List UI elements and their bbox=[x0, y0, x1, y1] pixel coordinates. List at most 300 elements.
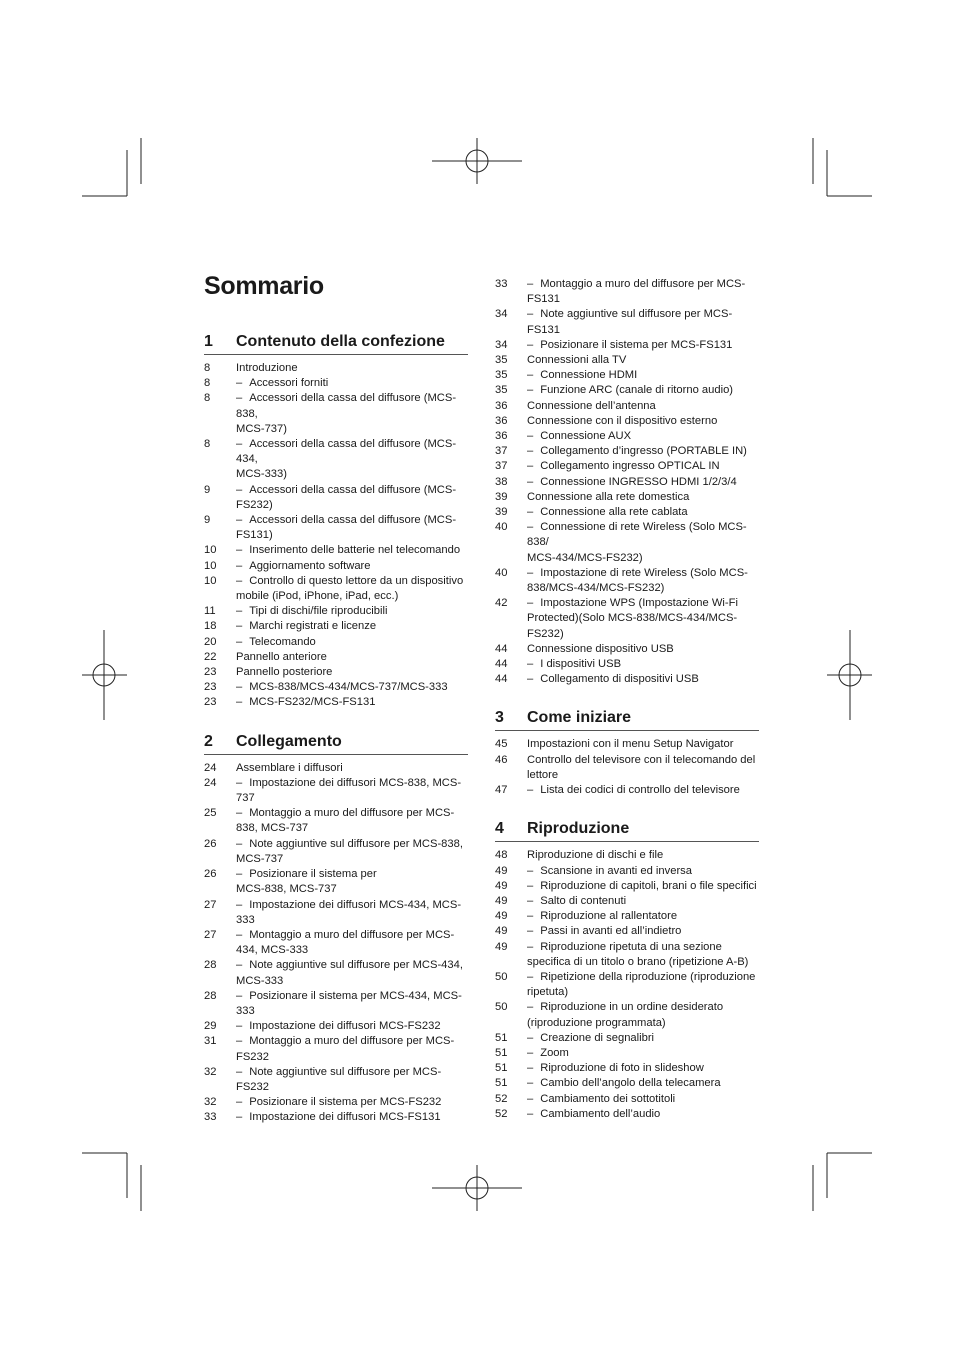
entry-line: ripetuta) bbox=[527, 986, 569, 999]
entry-line: Inserimento delle batterie nel telecomando bbox=[249, 544, 461, 557]
entry-line: Accessori della cassa del diffusore (MCS-838, bbox=[236, 392, 457, 420]
entry-line: MCS-333) bbox=[236, 468, 287, 481]
page-number: 26 bbox=[204, 837, 217, 850]
entry-text bbox=[527, 1092, 759, 1107]
entry-line: Posizionare il sistema per MCS-434, MCS- bbox=[249, 989, 462, 1002]
dash-marker: – bbox=[236, 620, 243, 633]
toc-entry bbox=[495, 657, 759, 672]
entry-line: Riproduzione al rallentatore bbox=[540, 910, 678, 923]
entry-line: Impostazioni con il menu Setup Navigator bbox=[527, 738, 734, 751]
page-number: 39 bbox=[495, 506, 508, 519]
entry-line: Zoom bbox=[540, 1046, 569, 1059]
entry-line: Impostazione dei diffusori MCS-FS131 bbox=[249, 1111, 441, 1124]
toc-entry bbox=[204, 1034, 468, 1064]
entry-line: Accessori della cassa del diffusore (MCS-434, bbox=[236, 438, 457, 466]
toc-entry bbox=[204, 898, 468, 928]
entry-line: Collegamento di dispositivi USB bbox=[540, 673, 699, 686]
dash-marker: – bbox=[527, 879, 534, 892]
dash-marker: – bbox=[236, 1020, 243, 1033]
entry-text bbox=[527, 338, 759, 353]
section-number: 2 bbox=[204, 732, 213, 750]
dash-marker: – bbox=[236, 776, 243, 789]
entry-line: MCS-FS232/MCS-FS131 bbox=[249, 696, 376, 709]
dash-marker: – bbox=[527, 784, 534, 797]
toc-entry bbox=[495, 505, 759, 520]
entry-text bbox=[527, 307, 759, 337]
dash-marker: – bbox=[236, 959, 243, 972]
entry-line: Lista dei codici di controllo del televisore bbox=[540, 784, 740, 797]
page-number: 50 bbox=[495, 1001, 508, 1014]
entry-line: Connessioni alla TV bbox=[527, 354, 627, 367]
page-number: 29 bbox=[204, 1020, 217, 1033]
entry-text bbox=[527, 383, 759, 398]
section-spacer bbox=[495, 798, 759, 820]
entry-text bbox=[527, 1076, 759, 1091]
dash-marker: – bbox=[527, 521, 534, 534]
entry-line: Introduzione bbox=[236, 362, 298, 374]
entry-line: Riproduzione di dischi e file bbox=[527, 849, 664, 862]
page-number: 47 bbox=[495, 784, 508, 797]
entry-line: Controllo di questo lettore da un dispositivo bbox=[249, 574, 464, 587]
page-number: 36 bbox=[495, 399, 508, 412]
toc-entry bbox=[204, 958, 468, 988]
entry-line: Posizionare il sistema per MCS-FS131 bbox=[540, 338, 733, 351]
page-number: 52 bbox=[495, 1107, 508, 1120]
dash-marker: – bbox=[236, 837, 243, 850]
section-title: Riproduzione bbox=[527, 820, 630, 838]
toc-entry bbox=[204, 604, 468, 619]
entry-line: Tipi di dischi/file riproducibili bbox=[249, 605, 388, 618]
dash-marker: – bbox=[527, 460, 534, 473]
dash-marker: – bbox=[236, 1111, 243, 1124]
entry-line: MCS-838/MCS-434/MCS-737/MCS-333 bbox=[249, 681, 448, 694]
entry-line: Connessione HDMI bbox=[540, 369, 638, 382]
entry-text bbox=[236, 513, 468, 543]
dash-marker: – bbox=[527, 910, 534, 923]
toc-entry bbox=[495, 909, 759, 924]
entry-line: Riproduzione di foto in slideshow bbox=[540, 1062, 704, 1075]
page-number: 51 bbox=[495, 1031, 508, 1044]
entry-line: Impostazione WPS (Impostazione Wi-Fi bbox=[540, 597, 738, 610]
entry-line: Note aggiuntive sul diffusore per MCS- bbox=[540, 308, 733, 321]
dash-marker: – bbox=[527, 566, 534, 579]
page-number: 44 bbox=[495, 658, 508, 671]
entry-text bbox=[527, 864, 759, 879]
page-number: 36 bbox=[495, 430, 508, 443]
page-number: 51 bbox=[495, 1077, 508, 1090]
entry-text bbox=[236, 776, 468, 806]
dash-marker: – bbox=[236, 377, 243, 390]
entry-text bbox=[527, 894, 759, 909]
entry-text bbox=[527, 672, 759, 687]
toc-entry bbox=[495, 307, 759, 337]
toc-entry bbox=[495, 1000, 759, 1030]
page-number: 34 bbox=[495, 308, 508, 321]
page-number: 32 bbox=[204, 1096, 217, 1109]
toc-entry bbox=[204, 1019, 468, 1034]
page-number: 38 bbox=[495, 475, 508, 488]
entry-text bbox=[527, 520, 759, 566]
entry-line: specifica di un titolo o brano (ripetizione A-B) bbox=[527, 955, 749, 968]
entry-text bbox=[527, 444, 759, 459]
page-number: 49 bbox=[495, 910, 508, 923]
entry-text bbox=[527, 414, 759, 429]
entry-text bbox=[527, 879, 759, 894]
page-number: 22 bbox=[204, 650, 217, 663]
entry-text bbox=[527, 1061, 759, 1076]
toc-entry bbox=[495, 642, 759, 657]
page-number: 8 bbox=[204, 392, 211, 405]
entry-text bbox=[527, 1107, 759, 1122]
entry-line: MCS-737 bbox=[236, 852, 284, 865]
section-title: Contenuto della confezione bbox=[236, 333, 445, 350]
dash-marker: – bbox=[527, 925, 534, 938]
page-number: 9 bbox=[204, 514, 211, 527]
entry-line: 737 bbox=[236, 792, 255, 805]
dash-marker: – bbox=[236, 1065, 243, 1078]
entry-text bbox=[236, 806, 468, 836]
toc-entry bbox=[204, 776, 468, 806]
entry-line: Ripetizione della riproduzione (riproduzione bbox=[540, 970, 756, 983]
entry-line: Connessione dell’antenna bbox=[527, 399, 656, 412]
entry-line: Riproduzione in un ordine desiderato bbox=[540, 1001, 724, 1014]
toc-entry bbox=[495, 1031, 759, 1046]
dash-marker: – bbox=[236, 989, 243, 1002]
toc-entry bbox=[204, 574, 468, 604]
toc-entry bbox=[495, 672, 759, 687]
dash-marker: – bbox=[236, 868, 243, 881]
page-number: 25 bbox=[204, 807, 217, 820]
entry-text bbox=[527, 940, 759, 970]
section-number: 1 bbox=[204, 333, 213, 350]
entry-line: FS232) bbox=[527, 627, 564, 640]
page-number: 23 bbox=[204, 681, 217, 694]
toc-entry bbox=[204, 1095, 468, 1110]
toc-entry bbox=[204, 665, 468, 680]
entry-text bbox=[236, 1110, 468, 1125]
page-number: 10 bbox=[204, 544, 217, 557]
toc-entry bbox=[204, 543, 468, 558]
dash-marker: – bbox=[527, 338, 534, 351]
page-number: 18 bbox=[204, 620, 217, 633]
toc-entry bbox=[495, 475, 759, 490]
entry-text bbox=[527, 277, 759, 307]
toc-entry bbox=[204, 376, 468, 391]
toc-entry bbox=[204, 650, 468, 665]
entry-line: Posizionare il sistema per bbox=[249, 868, 377, 881]
entry-text bbox=[236, 837, 468, 867]
entry-line: Collegamento d’ingresso (PORTABLE IN) bbox=[540, 445, 747, 458]
page-number: 50 bbox=[495, 970, 508, 983]
entry-text bbox=[527, 1031, 759, 1046]
entry-text bbox=[236, 543, 468, 558]
toc-entry bbox=[495, 566, 759, 596]
entry-line: Protected)(Solo MCS-838/MCS-434/MCS- bbox=[527, 612, 738, 625]
entry-line: Funzione ARC (canale di ritorno audio) bbox=[540, 384, 734, 397]
dash-marker: – bbox=[236, 681, 243, 694]
entry-text bbox=[527, 505, 759, 520]
toc-entry bbox=[495, 353, 759, 368]
page-number: 24 bbox=[204, 776, 217, 789]
dash-marker: – bbox=[236, 514, 243, 527]
dash-marker: – bbox=[527, 369, 534, 382]
toc-entry bbox=[204, 619, 468, 634]
toc-entry bbox=[204, 483, 468, 513]
toc-entry bbox=[495, 783, 759, 798]
dash-marker: – bbox=[236, 928, 243, 941]
page-number: 46 bbox=[495, 753, 508, 766]
dash-marker: – bbox=[236, 898, 243, 911]
dash-marker: – bbox=[236, 605, 243, 618]
dash-marker: – bbox=[527, 1046, 534, 1059]
entry-line: 434, MCS-333 bbox=[236, 944, 309, 957]
entry-line: Impostazione dei diffusori MCS-434, MCS- bbox=[249, 898, 462, 911]
page-number: 49 bbox=[495, 879, 508, 892]
section-title: Collegamento bbox=[236, 732, 342, 750]
entry-line: Note aggiuntive sul diffusore per MCS-434, bbox=[249, 959, 463, 972]
dash-marker: – bbox=[236, 1096, 243, 1109]
dash-marker: – bbox=[527, 475, 534, 488]
page-number: 11 bbox=[204, 605, 216, 618]
entry-line: Connessione alla rete cablata bbox=[540, 506, 688, 519]
toc-entry bbox=[204, 761, 468, 776]
entry-text bbox=[236, 1065, 468, 1095]
toc-entry bbox=[495, 864, 759, 879]
toc-entry bbox=[495, 444, 759, 459]
entry-text bbox=[236, 680, 468, 695]
entry-line: Montaggio a muro del diffusore per MCS- bbox=[249, 928, 455, 941]
dash-marker: – bbox=[236, 392, 243, 405]
entry-text bbox=[236, 391, 468, 437]
entry-text bbox=[527, 596, 759, 642]
entry-text bbox=[527, 924, 759, 939]
entry-line: FS232 bbox=[236, 1080, 269, 1093]
entry-line: Note aggiuntive sul diffusore per MCS-838, bbox=[249, 837, 463, 850]
dash-marker: – bbox=[527, 597, 534, 610]
page-number: 8 bbox=[204, 377, 211, 390]
page-number: 37 bbox=[495, 460, 508, 473]
entry-text bbox=[236, 695, 468, 710]
entry-text bbox=[236, 635, 468, 650]
page-number: 42 bbox=[495, 597, 508, 610]
entry-line: Connessione dispositivo USB bbox=[527, 642, 674, 655]
entry-line: Creazione di segnalibri bbox=[540, 1031, 655, 1044]
entry-text bbox=[527, 848, 759, 863]
page-number: 51 bbox=[495, 1046, 508, 1059]
entry-text bbox=[527, 783, 759, 798]
entry-line: Impostazione di rete Wireless (Solo MCS- bbox=[540, 566, 748, 579]
toc-entry bbox=[204, 695, 468, 710]
dash-marker: – bbox=[527, 308, 534, 321]
toc-entry bbox=[495, 924, 759, 939]
toc-entry bbox=[495, 459, 759, 474]
entry-line: Cambiamento dell’audio bbox=[540, 1107, 661, 1120]
section-number: 4 bbox=[495, 820, 504, 838]
entry-line: Connessione di rete Wireless (Solo MCS-838/ bbox=[527, 521, 747, 549]
toc-entry bbox=[495, 970, 759, 1000]
toc-entry bbox=[495, 940, 759, 970]
dash-marker: – bbox=[527, 658, 534, 671]
entry-text bbox=[236, 437, 468, 483]
entry-line: Montaggio a muro del diffusore per MCS- bbox=[249, 1035, 455, 1048]
entry-line: Impostazione dei diffusori MCS-FS232 bbox=[249, 1020, 441, 1033]
entry-line: Posizionare il sistema per MCS-FS232 bbox=[249, 1096, 442, 1109]
toc-entry bbox=[495, 277, 759, 307]
entry-line: Montaggio a muro del diffusore per MCS- bbox=[540, 278, 746, 290]
dash-marker: – bbox=[236, 696, 243, 709]
section-heading bbox=[204, 333, 468, 355]
entry-line: MCS-838, MCS-737 bbox=[236, 883, 337, 896]
page-number: 49 bbox=[495, 894, 508, 907]
entry-line: (riproduzione programmata) bbox=[527, 1016, 666, 1029]
toc-entry bbox=[204, 1110, 468, 1125]
entry-line: Pannello anteriore bbox=[236, 650, 327, 663]
toc-entry bbox=[495, 368, 759, 383]
section-heading bbox=[495, 709, 759, 731]
dash-marker: – bbox=[236, 807, 243, 820]
entry-line: FS131 bbox=[527, 323, 560, 336]
entry-line: Passi in avanti ed all’indietro bbox=[540, 925, 682, 938]
entry-line: Cambiamento dei sottotitoli bbox=[540, 1092, 676, 1105]
page-number: 28 bbox=[204, 959, 217, 972]
entry-line: I dispositivi USB bbox=[540, 658, 622, 671]
toc-entry bbox=[204, 361, 468, 376]
entry-line: Salto di contenuti bbox=[540, 894, 627, 907]
entry-text bbox=[236, 604, 468, 619]
page-number: 33 bbox=[204, 1111, 217, 1124]
dash-marker: – bbox=[236, 544, 243, 557]
entry-line: Scansione in avanti ed inversa bbox=[540, 864, 692, 877]
entry-text bbox=[236, 989, 468, 1019]
toc-entry bbox=[495, 737, 759, 752]
dash-marker: – bbox=[527, 1107, 534, 1120]
page-number: 35 bbox=[495, 369, 508, 382]
entry-text bbox=[236, 1095, 468, 1110]
page-number: 26 bbox=[204, 868, 217, 881]
page-number: 27 bbox=[204, 898, 217, 911]
entry-text bbox=[236, 376, 468, 391]
page-number: 27 bbox=[204, 928, 217, 941]
toc-entry bbox=[495, 1092, 759, 1107]
entry-text bbox=[236, 619, 468, 634]
entry-text bbox=[527, 399, 759, 414]
entry-text bbox=[527, 475, 759, 490]
entry-line: Riproduzione ripetuta di una sezione bbox=[540, 940, 722, 953]
dash-marker: – bbox=[527, 940, 534, 953]
dash-marker: – bbox=[236, 1035, 243, 1048]
page-number: 31 bbox=[204, 1035, 217, 1048]
page-number: 45 bbox=[495, 738, 508, 751]
entry-line: Pannello posteriore bbox=[236, 666, 333, 679]
page-number: 44 bbox=[495, 673, 508, 686]
toc-entry bbox=[495, 1061, 759, 1076]
entry-text bbox=[236, 665, 468, 680]
section-number: 3 bbox=[495, 709, 504, 727]
toc-entry bbox=[204, 437, 468, 483]
toc-entry bbox=[495, 399, 759, 414]
page-number: 28 bbox=[204, 989, 217, 1002]
toc-entry bbox=[495, 414, 759, 429]
toc-entry bbox=[204, 559, 468, 574]
page-number: 10 bbox=[204, 574, 217, 587]
entry-text bbox=[527, 970, 759, 1000]
entry-line: Assemblare i diffusori bbox=[236, 761, 343, 774]
page-number: 44 bbox=[495, 642, 508, 655]
entry-line: Connessione con il dispositivo esterno bbox=[527, 414, 718, 427]
entry-text bbox=[236, 958, 468, 988]
page-number: 23 bbox=[204, 696, 217, 709]
toc-entry bbox=[495, 1107, 759, 1122]
entry-text bbox=[236, 574, 468, 604]
entry-line: Cambio dell’angolo della telecamera bbox=[540, 1077, 721, 1090]
toc-entry bbox=[495, 894, 759, 909]
toc-entry bbox=[495, 1046, 759, 1061]
page-number: 33 bbox=[495, 278, 508, 290]
toc-entry bbox=[495, 596, 759, 642]
entry-text bbox=[236, 1019, 468, 1034]
section-heading bbox=[495, 820, 759, 842]
entry-text bbox=[527, 368, 759, 383]
entry-line: Riproduzione di capitoli, brani o file specifici bbox=[540, 879, 757, 892]
page-number: 51 bbox=[495, 1062, 508, 1075]
toc-entry bbox=[204, 513, 468, 543]
entry-text bbox=[236, 867, 468, 897]
entry-line: FS232) bbox=[236, 498, 273, 511]
page-number: 35 bbox=[495, 384, 508, 397]
entry-text bbox=[527, 1000, 759, 1030]
page-number: 49 bbox=[495, 940, 508, 953]
page-number: 40 bbox=[495, 566, 508, 579]
dash-marker: – bbox=[527, 506, 534, 519]
entry-line: 333 bbox=[236, 1004, 255, 1017]
page-number: 9 bbox=[204, 483, 211, 496]
page-number: 36 bbox=[495, 414, 508, 427]
dash-marker: – bbox=[527, 1001, 534, 1014]
entry-text bbox=[527, 642, 759, 657]
page-number: 10 bbox=[204, 559, 217, 572]
entry-text bbox=[527, 429, 759, 444]
dash-marker: – bbox=[236, 483, 243, 496]
section-spacer bbox=[204, 711, 468, 733]
entry-line: lettore bbox=[527, 768, 559, 781]
dash-marker: – bbox=[527, 1031, 534, 1044]
toc-entry bbox=[495, 848, 759, 863]
entry-text bbox=[527, 490, 759, 505]
dash-marker: – bbox=[527, 278, 534, 290]
entry-line: Marchi registrati e licenze bbox=[249, 620, 377, 633]
entry-line: Controllo del televisore con il telecomando del bbox=[527, 753, 756, 766]
entry-line: FS232 bbox=[236, 1050, 269, 1063]
entry-text bbox=[527, 1046, 759, 1061]
dash-marker: – bbox=[527, 864, 534, 877]
toc-entry bbox=[495, 753, 759, 783]
dash-marker: – bbox=[236, 574, 243, 587]
entry-line: 838/MCS-434/MCS-FS232) bbox=[527, 582, 665, 595]
entry-line: Aggiornamento software bbox=[249, 559, 371, 572]
entry-line: MCS-434/MCS-FS232) bbox=[527, 551, 643, 564]
entry-text bbox=[236, 898, 468, 928]
entry-line: Connessione alla rete domestica bbox=[527, 490, 690, 503]
entry-line: Accessori della cassa del diffusore (MCS- bbox=[249, 514, 457, 527]
entry-text bbox=[527, 753, 759, 783]
entry-text bbox=[236, 559, 468, 574]
entry-text bbox=[236, 928, 468, 958]
entry-text bbox=[527, 657, 759, 672]
entry-text bbox=[527, 353, 759, 368]
toc-entry bbox=[495, 879, 759, 894]
entry-text bbox=[527, 737, 759, 752]
entry-line: FS131 bbox=[527, 293, 560, 306]
